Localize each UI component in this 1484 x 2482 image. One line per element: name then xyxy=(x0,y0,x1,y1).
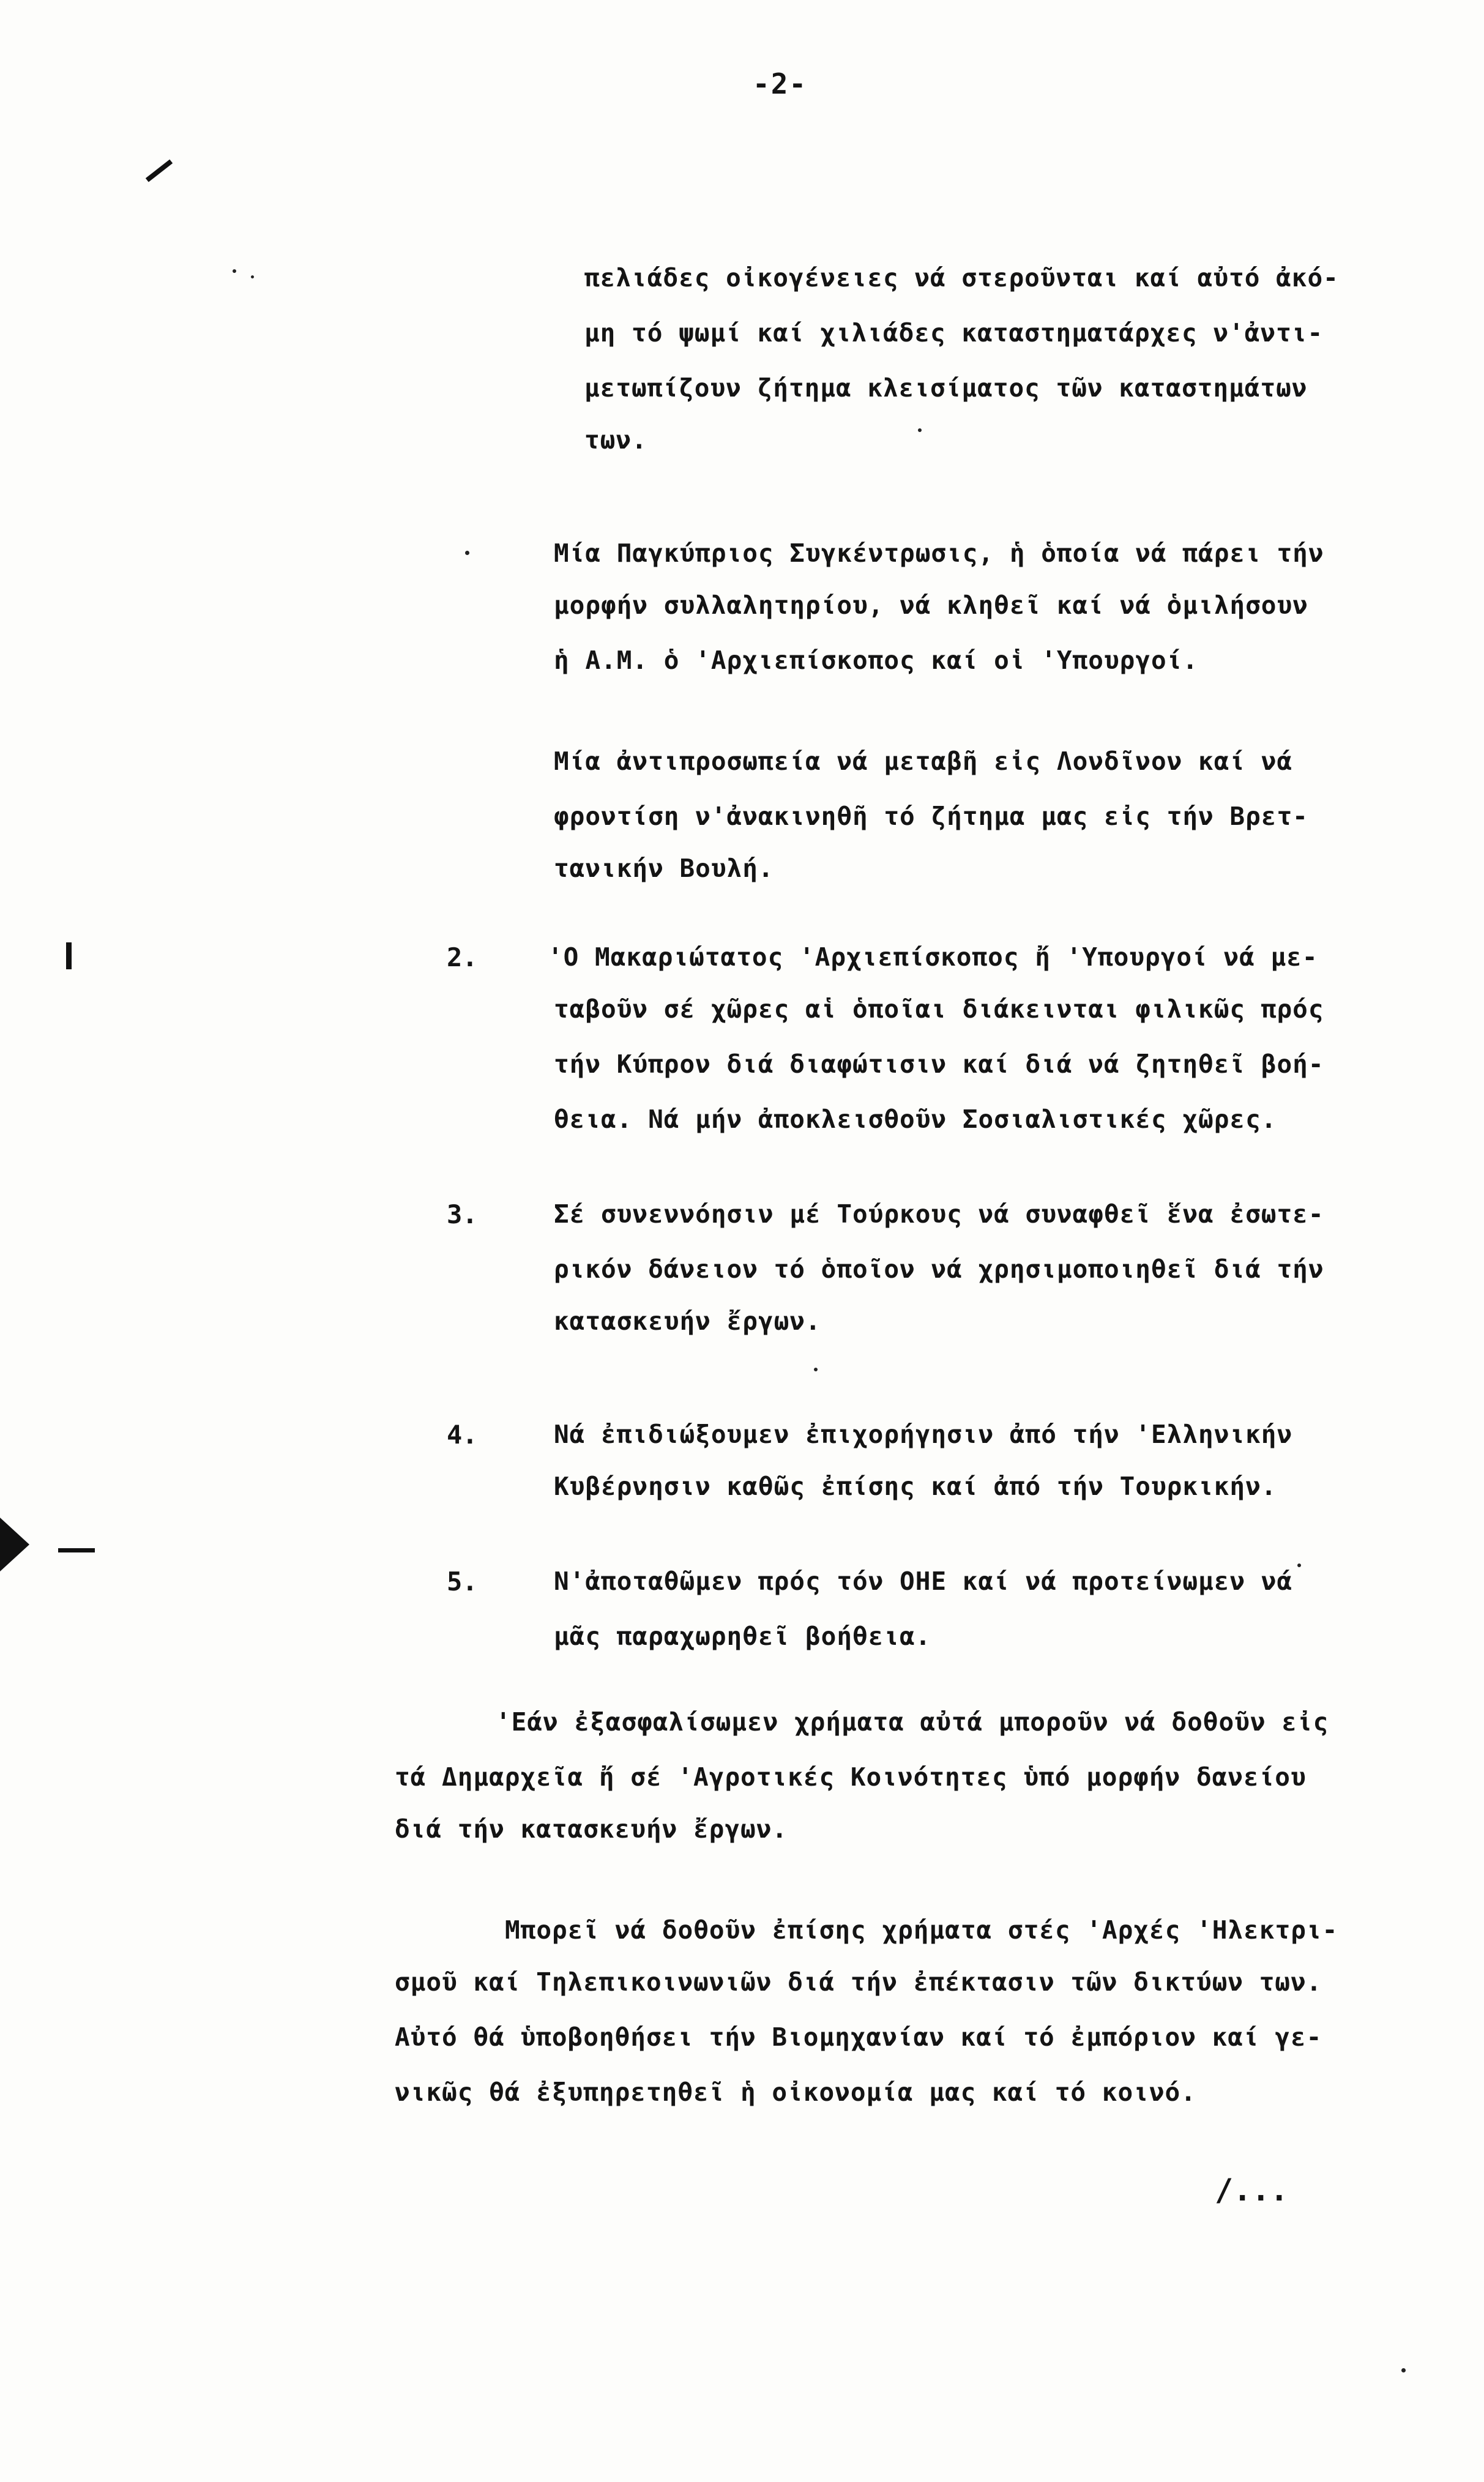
text-line: ἡ Α.Μ. ὁ 'Αρχιεπίσκοπος καί οἱ 'Υπουργοί. xyxy=(554,646,1199,675)
text-line: ρικόν δάνειον τό ὁποῖον νά χρησιμοποιηθεῖ διά τήν xyxy=(554,1254,1324,1284)
text-line: 'Εάν ἐξασφαλίσωμεν χρήματα αὐτά μποροῦν νά δοθοῦν εἰς xyxy=(496,1707,1329,1737)
text-line: μορφήν συλλαλητηρίου, νά κληθεῖ καί νά ὁμιλήσουν xyxy=(554,591,1308,620)
text-line: μη τό ψωμί καί χιλιάδες καταστηματάρχες ν'ἀντι- xyxy=(584,318,1324,348)
item-number: 2. xyxy=(447,942,478,972)
text-line: μᾶς παραχωρηθεῖ βοήθεια. xyxy=(554,1622,931,1651)
text-line: διά τήν κατασκευήν ἔργων. xyxy=(395,1814,788,1844)
text-line: Μπορεῖ νά δοθοῦν ἐπίσης χρήματα στές 'Αρχές 'Ηλεκτρι- xyxy=(505,1915,1338,1945)
scan-arrow-mark xyxy=(0,1518,29,1571)
scan-speck xyxy=(251,275,254,278)
item-number: 5. xyxy=(447,1567,478,1597)
scan-speck xyxy=(1297,1563,1301,1567)
scan-speck xyxy=(465,551,469,555)
text-line: τανικήν Βουλή. xyxy=(554,854,774,883)
text-line: τήν Κύπρον διά διαφώτισιν καί διά νά ζητηθεῖ βοή- xyxy=(554,1049,1324,1079)
text-line: Αὐτό θά ὑποβοηθήσει τήν Βιομηχανίαν καί τό ἐμπόριον καί γε- xyxy=(395,2022,1322,2052)
scan-speck xyxy=(814,1368,818,1371)
scan-dash-mark xyxy=(58,1548,95,1552)
text-line: Κυβέρνησιν καθῶς ἐπίσης καί ἀπό τήν Τουρκικήν. xyxy=(554,1472,1277,1501)
text-line: σμοῦ καί Τηλεπικοινωνιῶν διά τήν ἐπέκτασιν τῶν δικτύων των. xyxy=(395,1967,1322,1997)
text-line: τά Δημαρχεῖα ἤ σέ 'Αγροτικές Κοινότητες ὑπό μορφήν δανείου xyxy=(395,1762,1307,1792)
item-number: 3. xyxy=(447,1199,478,1229)
text-line: νικῶς θά ἐξυπηρετηθεῖ ἡ οἰκονομία μας καί τό κοινό. xyxy=(395,2078,1196,2107)
text-line: φροντίση ν'ἀνακινηθῆ τό ζήτημα μας εἰς τήν Βρετ- xyxy=(554,802,1308,831)
continuation-mark: /... xyxy=(1215,2172,1289,2208)
text-line: θεια. Νά μήν ἀποκλεισθοῦν Σοσιαλιστικές χῶρες. xyxy=(554,1105,1277,1134)
text-line: Νά ἐπιδιώξουμεν ἐπιχορήγησιν ἀπό τήν 'Ελληνικήν xyxy=(554,1420,1293,1449)
scan-speck xyxy=(918,428,922,432)
text-line: ταβοῦν σέ χῶρες αἱ ὁποῖαι διάκεινται φιλικῶς πρός xyxy=(554,994,1324,1024)
text-line: μετωπίζουν ζήτημα κλεισίματος τῶν καταστημάτων xyxy=(584,373,1308,403)
text-line: κατασκευήν ἔργων. xyxy=(554,1306,821,1336)
scan-margin-bar xyxy=(66,942,72,969)
text-line: Ν'ἀποταθῶμεν πρός τόν ΟΗΕ καί νά προτείνωμεν νά xyxy=(554,1567,1293,1596)
text-line: Σέ συνεννόησιν μέ Τούρκους νά συναφθεῖ ἕνα ἐσωτε- xyxy=(554,1199,1324,1229)
scan-speck xyxy=(1401,2368,1406,2372)
scan-pen-mark xyxy=(146,159,173,182)
text-line: Μία Παγκύπριος Συγκέντρωσις, ἡ ὁποία νά πάρει τήν xyxy=(554,539,1324,568)
scan-speck xyxy=(233,269,236,273)
page-number: -2- xyxy=(753,67,808,100)
item-number: 4. xyxy=(447,1420,478,1450)
text-line: πελιάδες οἰκογένειες νά στεροῦνται καί αὐτό ἀκό- xyxy=(584,263,1339,293)
text-line: 'Ο Μακαριώτατος 'Αρχιεπίσκοπος ἤ 'Υπουργοί νά με- xyxy=(548,942,1318,972)
text-line: των. xyxy=(584,425,647,455)
text-line: Μία ἀντιπροσωπεία νά μεταβῆ εἰς Λονδῖνον καί νά xyxy=(554,747,1293,776)
